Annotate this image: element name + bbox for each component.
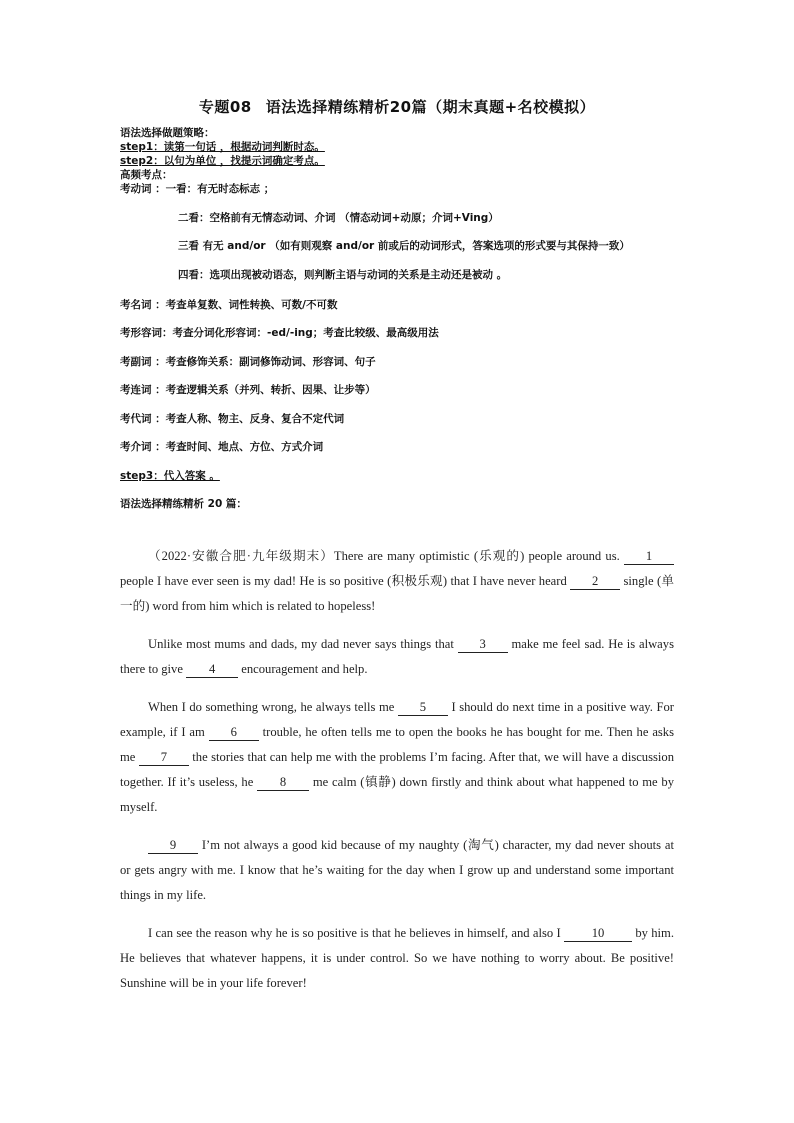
blank-10: 10: [564, 926, 632, 942]
strategy-heading: 语法选择做题策略：: [120, 127, 215, 139]
passage-paragraph-2: Unlike most mums and dads, my dad never says things that 3 make me feel sad. He is always there to give 4 encouragement and help.: [120, 637, 674, 676]
document-title: [0, 96, 794, 117]
noun-point: 考名词 ：考查单复数、词性转换、可数/不可数: [120, 298, 338, 311]
blank-3: 3: [458, 637, 508, 653]
step3-text: step3：代入答案 。: [120, 469, 220, 482]
adverb-point: 考副词 ：考查修饰关系：副词修饰动词、形容词、句子: [120, 355, 376, 368]
strategy-section: [120, 126, 690, 511]
preposition-point: 考介词 ：考查时间、地点、方位、方式介词: [120, 441, 324, 453]
blank-9: 9: [148, 838, 198, 854]
blank-8: 8: [257, 775, 309, 791]
blank-1: 1: [624, 549, 674, 565]
passage-paragraph-3: When I do something wrong, he always tells me 5 I should do next time in a positive way. For example, if I am 6 trouble, he often tells me to open the books he has bought for me. Then he asks me 7 the stories that can help me with the problems I’m facing. After that, we will have a discussion together. If it’s useless, he 8 me calm (镇静) down firstly and think about what happened to me by myself.: [120, 700, 675, 814]
blank-6: 6: [209, 725, 259, 741]
blank-5: 5: [398, 700, 448, 716]
passage-paragraph-4: 9 I’m not always a good kid because of my naughty (淘气) character, my dad never shouts at or gets angry with me. I know that he’s waiting for the day when I grow up and understand some important things in my life.: [120, 838, 674, 902]
verb-point-3: 三看 有无 and/or （如有则观察 and/or 前或后的动词形式，答案选项的形式要与其保持一致）: [178, 240, 630, 252]
title-topic-number: 专题08: [198, 98, 252, 116]
step2-text: step2：以句为单位 ，找提示词确定考点。: [120, 155, 325, 167]
section-title: 语法选择精练精析 20 篇：: [120, 498, 247, 510]
blank-2: 2: [570, 574, 620, 590]
conjunction-point: 考连词 ：考查逻辑关系（并列、转折、因果、让步等）: [120, 384, 376, 396]
verb-point-4: 四看：选项出现被动语态，则判断主语与动词的关系是主动还是被动 。: [178, 268, 508, 281]
high-frequency-heading: 高频考点：: [120, 169, 173, 181]
adjective-point: 考形容词：考查分词化形容词：-ed/-ing；考查比较级、最高级用法: [120, 327, 439, 339]
passage-paragraph-5: I can see the reason why he is so positive is that he believes in himself, and also I 10 by him. He believes that whatever happens, it is under control. So we have nothing to worry about. Be positive! Sunshine will be in your life forever!: [120, 926, 675, 990]
blank-4: 4: [186, 662, 238, 678]
pronoun-point: 考代词 ：考查人称、物主、反身、复合不定代词: [120, 412, 345, 425]
blank-7: 7: [139, 750, 189, 766]
verb-point-1: 考动词 ：一看：有无时态标志 ；: [120, 183, 275, 195]
verb-point-2: 二看：空格前有无情态动词、介词 （情态动词+动原；介词+Ving）: [178, 211, 499, 224]
passage: [120, 544, 674, 1009]
title-topic-name: 语法选择精练精析20篇（期末真题+名校模拟）: [265, 98, 596, 116]
passage-paragraph-1: （2022·安徽合肥·九年级期末）There are many optimistic (乐观的) people around us. 1 people I have ever seen is my dad! He is so positive (积极乐观) that I have never heard 2 single (单一的) word from him which is related to hopeless!: [120, 549, 675, 613]
step1-text: step1：读第一句话 ，根据动词判断时态。: [120, 141, 325, 153]
